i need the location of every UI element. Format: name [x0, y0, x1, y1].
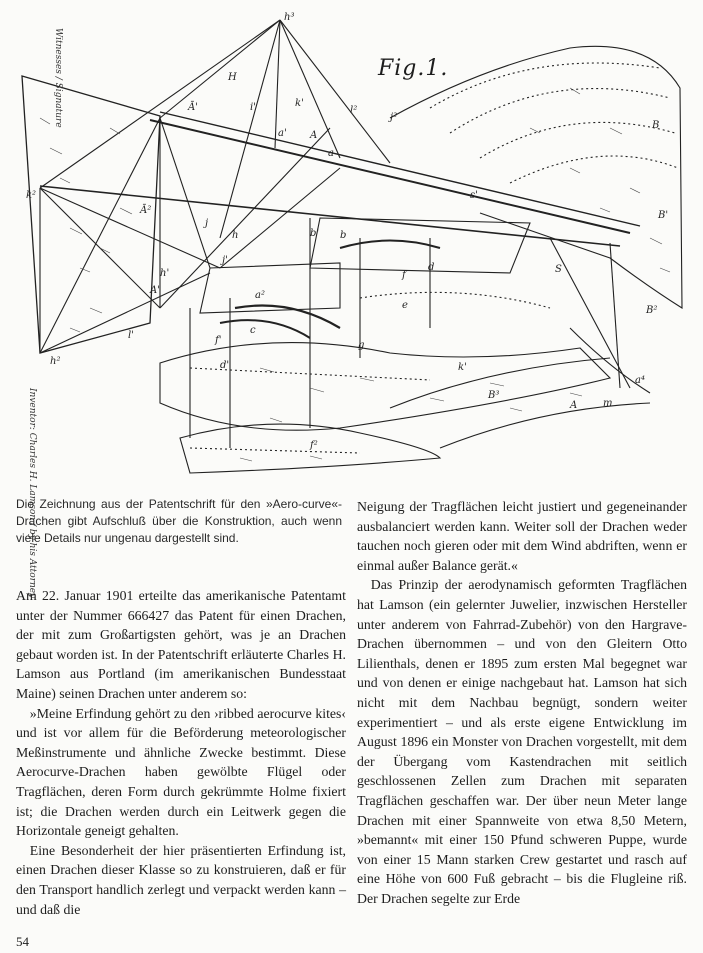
label-d1: d'	[220, 360, 230, 371]
paragraph: Eine Besonderheit der hier präsentierten Erfindung ist, einen Drachen dieser Klasse so zu konstruieren, daß er für den Transport handlich zerlegt und verpackt werden kann – und daß die	[16, 842, 346, 917]
label-k1b: k'	[458, 362, 467, 373]
right-text-column	[357, 497, 687, 908]
page-number: 54	[16, 934, 29, 949]
label-A1: Ā'	[188, 102, 198, 113]
label-s1: s'	[470, 190, 478, 201]
figure-label: Fig.1.	[378, 56, 449, 81]
paragraph: Am 22. Januar 1901 erteilte das amerikanische Patentamt unter der Nummer 666427 das Patent für einen Drachen, der mit zum Großartigsten gehört, was je an Drachen gebaut worden ist. In der Patentschrift erläuterte Charles H. Lamson aus Portland (im amerikanischen Bundesstaat Maine) seinen Drachen unter anderem so:	[16, 588, 346, 701]
label-f2: f²	[310, 440, 318, 451]
label-l1: l'	[128, 330, 134, 341]
paragraph: »Meine Erfindung gehört zu den ›ribbed aerocurve kites‹ und ist vor allem für die Beförderung meteorologischer Meßinstrumente und ähnliche Zwecke bestimmt. Diese Aerocurve-Drachen haben gewölbte Flügel oder Tragflächen, deren Form durch gekrümmte Holme fixiert ist; die Drachen werden durch ein Leitwerk gegen die Horizontale geneigt gehalten.	[16, 705, 346, 839]
label-f: f	[402, 270, 406, 281]
label-d: d	[428, 262, 435, 273]
label-f1: f'	[215, 335, 222, 346]
handwriting-inventor: Inventor: Charles H. Lamson / by his Attorney	[27, 388, 37, 599]
label-B1: B'	[658, 210, 669, 221]
label-B: B	[652, 120, 660, 131]
label-k2: k²	[26, 190, 37, 201]
label-m: m	[603, 398, 613, 409]
label-k1: k'	[295, 98, 304, 109]
label-a: a	[328, 148, 334, 159]
label-e: e	[402, 300, 408, 311]
label-B3: B³	[488, 390, 500, 401]
label-j1: j'	[222, 255, 228, 266]
paragraph: Das Prinzip der aerodynamisch geformten Tragflächen hat Lamson (ein gelernter Juwelier, inzwischen Hersteller unter anderem von Fahrrad-Zubehör) von den Hargrave-Drachen übernommen – und von den Gleitern Otto Lilienthals, denen er 1895 zum ersten Mal begegnet war und von denen er einige nachgebaut hat. Lamson hat sich nicht mit dem Nachbau begnügt, sondern weiter experimentiert – und als erste eigene Entwicklung im August 1896 ein Monster von Drachen vorgestellt, mit dem der Übergang vom Kastendrachen mit seitlich geschlossenen Zellen zum Drachen mit separaten Tragflächen geschaffen war. Der über neun Meter lange Drachen mit einer Spannweite von etwa 8,50 Metern, »bemannt« mit einer 150 Pfund schweren Puppe, wurde von einer 15 Mann starken Crew gestartet und rasch auf eine Höhe von 600 Fuß gebracht – bis die Flugleine riß. Der Drachen segelte zur Erde	[357, 577, 687, 906]
label-A: A	[310, 130, 318, 141]
label-h1: h'	[160, 268, 170, 279]
label-j: j	[205, 218, 209, 229]
label-S: S	[555, 264, 562, 275]
label-a4: a⁴	[635, 375, 645, 386]
label-A-tail: A	[570, 400, 578, 411]
label-i1: i'	[250, 102, 256, 113]
label-a1: a'	[278, 128, 287, 139]
label-a2: a²	[255, 290, 265, 301]
label-b1: b'	[310, 228, 320, 239]
label-b: b	[340, 230, 347, 241]
label-l2: l²	[350, 105, 358, 116]
label-h: h	[232, 230, 239, 241]
label-A2: Ā²	[140, 205, 152, 216]
label-B2: B²	[646, 305, 658, 316]
label-h3: h³	[284, 12, 295, 23]
label-h2: h²	[50, 356, 61, 367]
left-text-column	[16, 586, 346, 919]
figure-caption: Die Zeichnung aus der Patentschrift für den »Aero-curve«-Drachen gibt Aufschluß über die Konstruktion, auch wenn viele Details nur ungenau dargestellt sind.	[16, 497, 342, 545]
label-A1b: A'	[150, 285, 160, 296]
label-j2: j²	[390, 112, 398, 123]
label-g: g	[358, 340, 365, 351]
label-H: H	[228, 72, 237, 83]
label-c: c	[250, 325, 256, 336]
handwriting-witnesses: Witnesses / Signature	[53, 28, 63, 128]
paragraph: Neigung der Tragflächen leicht justiert und gegeneinander ausbalanciert werden kann. Weiter soll der Drachen weder tauchen noch gieren oder mit dem Wind abdriften, wenn er einmal außer Balance gerät.«	[357, 499, 687, 573]
